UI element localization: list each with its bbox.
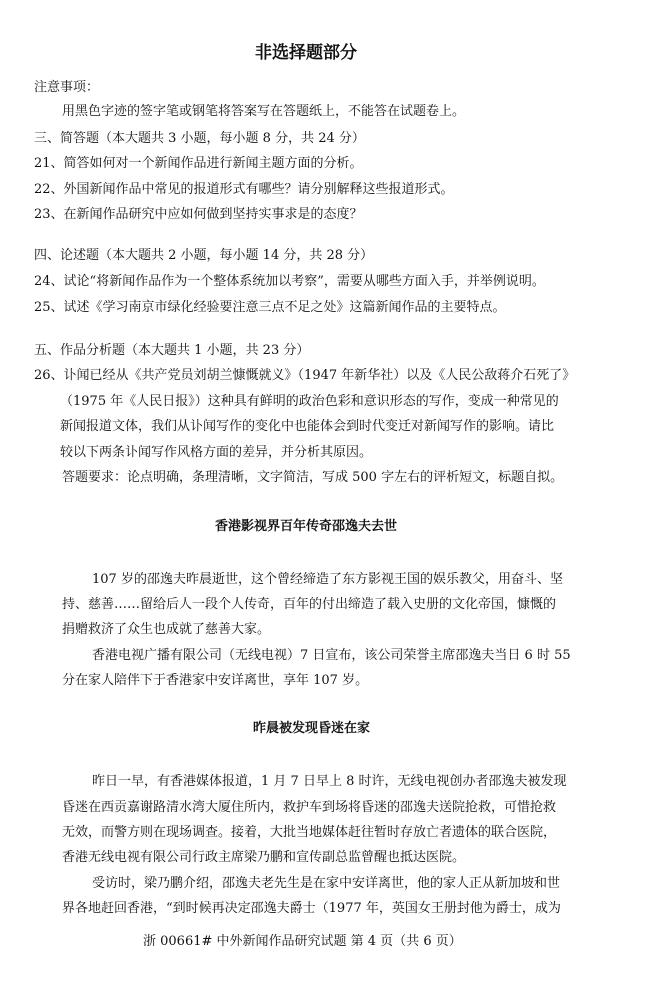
article-2-line-6: 界各地赶回香港，“到时候再决定邵逸夫爵士（1977 年，英国女王册封他为爵士，成为: [62, 901, 561, 916]
article-2-line-5: 受访时，梁乃鹏介绍，邵逸夫老先生是在家中安详离世，他的家人正从新加坡和世: [92, 876, 561, 891]
question-24: 24、试论“将新闻作品作为一个整体系统加以考察”，需要从哪些方面入手，并举例说明。: [34, 274, 545, 289]
answer-requirement: 答题要求：论点明确，条理清晰，文字简洁，写成 500 字左右的评析短文，标题自拟。: [62, 470, 564, 485]
section-3-heading: 三、简答题（本大题共 3 小题，每小题 8 分，共 24 分）: [34, 131, 365, 146]
page-footer: 浙 00661# 中外新闻作品研究试题 第 4 页（共 6 页）: [143, 934, 462, 949]
article-2-line-4: 香港无线电视有限公司行政主席梁乃鹏和宣传副总监曾醒也抵达医院。: [62, 850, 466, 865]
question-25: 25、试述《学习南京市绿化经验要注意三点不足之处》这篇新闻作品的主要特点。: [34, 300, 506, 315]
question-26-line-3: 新闻报道文体，我们从讣闻写作的变化中也能体会到时代变迁对新闻写作的影响。请比: [60, 419, 555, 434]
section-4-heading: 四、论述题（本大题共 2 小题，每小题 14 分，共 28 分）: [34, 248, 374, 263]
page-title: 非选择题部分: [255, 43, 357, 63]
notice-heading: 注意事项：: [34, 80, 100, 95]
article-1-title: 香港影视界百年传奇邵逸夫去世: [215, 519, 398, 534]
question-23: 23、在新闻作品研究中应如何做到坚持实事求是的态度？: [34, 207, 363, 222]
article-1-line-3: 捐赠救济了众生也成就了慈善大家。: [62, 622, 271, 637]
article-1-line-2: 持、慈善……留给后人一段个人传奇，百年的付出缔造了载入史册的文化帝国，慷慨的: [62, 597, 557, 612]
question-26-line-1: 26、讣闻已经从《共产党员刘胡兰慷慨就义》（1947 年新华社）以及《人民公敌蒋介石死了》: [34, 368, 576, 383]
article-1-line-5: 分在家人陪伴下于香港家中安详离世，享年 107 岁。: [62, 673, 369, 688]
question-21: 21、简答如何对一个新闻作品进行新闻主题方面的分析。: [34, 156, 363, 171]
article-2-line-1: 昨日一早，有香港媒体报道，1 月 7 日早上 8 时许，无线电视创办者邵逸夫被发现: [92, 774, 567, 789]
section-5-heading: 五、作品分析题（本大题共 1 小题，共 23 分）: [34, 343, 310, 358]
article-1-line-1: 107 岁的邵逸夫昨晨逝世，这个曾经缔造了东方影视王国的娱乐教父，用奋斗、坚: [92, 572, 563, 587]
question-26-line-4: 较以下两条讣闻写作风格方面的差异，并分析其原因。: [60, 445, 373, 460]
question-22: 22、外国新闻作品中常见的报道形式有哪些？请分别解释这些报道形式。: [34, 182, 454, 197]
article-2-line-3: 无效，而警方则在现场调查。接着，大批当地媒体赶往暂时存放亡者遗体的联合医院，: [62, 825, 557, 840]
article-2-line-2: 昏迷在西贡嘉谢路清水湾大厦住所内，救护车到场将昏迷的邵逸夫送院抢救，可惜抢救: [62, 800, 557, 815]
article-1-line-4: 香港电视广播有限公司（无线电视）7 日宣布，该公司荣誉主席邵逸夫当日 6 时 55: [92, 648, 571, 663]
question-26-line-2: （1975 年《人民日报》）这种具有鲜明的政治色彩和意识形态的写作，变成一种常见的: [60, 394, 559, 409]
notice-text: 用黑色字迹的签字笔或钢笔将答案写在答题纸上，不能答在试题卷上。: [62, 104, 466, 119]
article-2-title: 昨晨被发现昏迷在家: [253, 721, 371, 736]
